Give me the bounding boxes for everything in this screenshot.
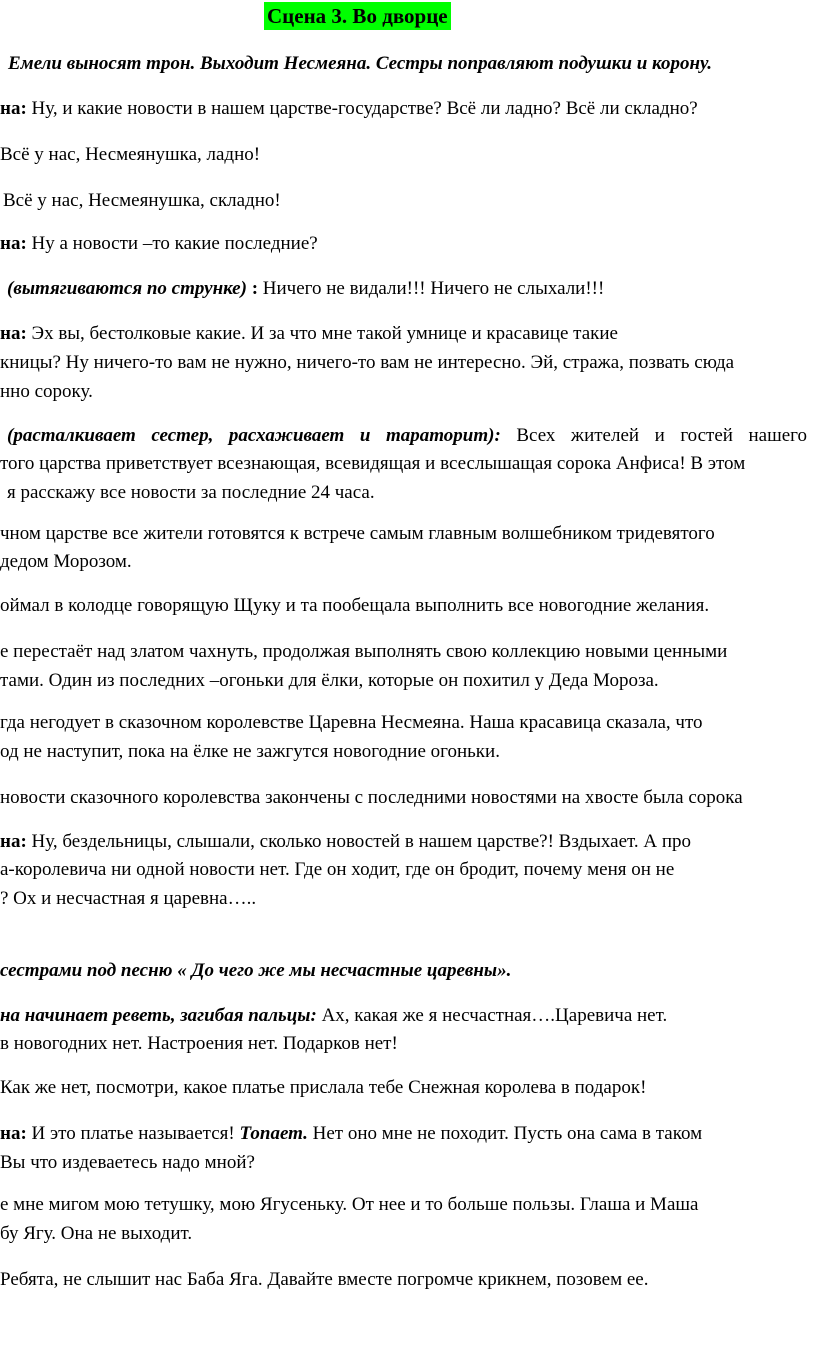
dialogue-text: Ну а новости –то какие последние? bbox=[26, 233, 318, 254]
speaker-label: на: bbox=[0, 323, 27, 344]
stage-direction: Емели выносят трон. Выходит Несмеяна. Сестры поправляют подушки и корону. bbox=[8, 53, 712, 74]
paragraph-11-line-1: гда негодует в сказочном королевстве Царевна Несмеяна. Наша красавица сказала, что bbox=[0, 712, 703, 733]
dialogue-text: Всех жителей и гостей нашего bbox=[500, 425, 807, 446]
paragraph-15-line-2: в новогодних нет. Настроения нет. Подарков нет! bbox=[0, 1033, 398, 1054]
dialogue-text: Ну, и какие новости в нашем царстве-государстве? Всё ли ладно? Всё ли складно? bbox=[26, 98, 698, 119]
dialogue-text: Нет оно мне не походит. Пусть она сама в таком bbox=[307, 1123, 703, 1144]
paragraph-14: сестрами под песню « До чего же мы несчастные царевны». bbox=[0, 960, 512, 981]
paragraph-7-line-1 bbox=[7, 424, 807, 448]
paragraph-16: Как же нет, посмотри, какое платье прислала тебе Снежная королева в подарок! bbox=[0, 1077, 647, 1098]
stage-direction: Топает. bbox=[239, 1123, 308, 1144]
paragraph-6-line-2: кницы? Ну ничего-то вам не нужно, ничего-то вам не интересно. Эй, стража, позвать сюда bbox=[0, 352, 735, 373]
dialogue-text: Ничего не видали!!! Ничего не слыхали!!! bbox=[258, 278, 605, 299]
dialogue-text: Ах, какая же я несчастная….Царевича нет. bbox=[316, 1005, 668, 1026]
paragraph-7-line-3: я расскажу все новости за последние 24 часа. bbox=[7, 482, 375, 503]
paragraph-18-line-2: бу Ягу. Она не выходит. bbox=[0, 1223, 193, 1244]
paragraph-7-line-2: того царства приветствует всезнающая, всевидящая и всеслышащая сорока Анфиса! В этом bbox=[0, 453, 746, 474]
paragraph-17-line-2: Вы что издеваетесь надо мной? bbox=[0, 1152, 255, 1173]
speaker-label: на: bbox=[0, 1123, 27, 1144]
speaker-colon: : bbox=[246, 278, 259, 299]
paragraph-10-line-2: тами. Один из последних –огоньки для ёлки, которые он похитил у Деда Мороза. bbox=[0, 670, 659, 691]
paragraph-19: Ребята, не слышит нас Баба Яга. Давайте вместе погромче крикнем, позовем ее. bbox=[0, 1269, 649, 1290]
paragraph-13-line-1 bbox=[0, 830, 691, 854]
paragraph-12: новости сказочного королевства закончены с последними новостями на хвосте была сорока bbox=[0, 787, 743, 808]
paragraph-15-line-1 bbox=[0, 1004, 667, 1028]
dialogue-text: И это платье называется! bbox=[26, 1123, 240, 1144]
paragraph-13-line-3: ? Ох и несчастная я царевна….. bbox=[0, 888, 257, 909]
paragraph-6-line-3: нно сороку. bbox=[0, 381, 93, 402]
dialogue-text: Ну, бездельницы, слышали, сколько новостей в нашем царстве?! Вздыхает. А про bbox=[26, 831, 692, 852]
paragraph-13-line-2: а-королевича ни одной новости нет. Где он ходит, где он бродит, почему меня он не bbox=[0, 859, 675, 880]
paragraph-3: Всё у нас, Несмеянушка, складно! bbox=[3, 190, 281, 211]
dialogue-text: Эх вы, бестолковые какие. И за что мне такой умнице и красавице такие bbox=[26, 323, 618, 344]
paragraph-2: Всё у нас, Несмеянушка, ладно! bbox=[0, 144, 261, 165]
paragraph-17-line-1 bbox=[0, 1122, 702, 1146]
paragraph-6-line-1 bbox=[0, 322, 618, 346]
speaker-label: на: bbox=[0, 98, 27, 119]
paragraph-10-line-1: е перестаёт над златом чахнуть, продолжая выполнять свою коллекцию новыми ценными bbox=[0, 641, 728, 662]
stage-direction: (вытягиваются по струнке) bbox=[7, 278, 247, 299]
paragraph-1 bbox=[0, 97, 698, 121]
speaker-label: на: bbox=[0, 831, 27, 852]
paragraph-11-line-2: од не наступит, пока на ёлке не зажгутся новогодние огоньки. bbox=[0, 741, 500, 762]
paragraph-5 bbox=[7, 277, 604, 301]
scene-title: Сцена 3. Во дворце bbox=[264, 2, 451, 30]
paragraph-8-line-1: чном царстве все жители готовятся к встрече самым главным волшебником тридевятого bbox=[0, 523, 715, 544]
paragraph-18-line-1: е мне мигом мою тетушку, мою Ягусеньку. От нее и то больше пользы. Глаша и Маша bbox=[0, 1194, 699, 1215]
speaker-label: на: bbox=[0, 233, 27, 254]
stage-direction: на начинает реветь, загибая пальцы: bbox=[0, 1005, 317, 1026]
stage-direction: (расталкивает сестер, расхаживает и тараторит): bbox=[7, 425, 501, 446]
paragraph-9: оймал в колодце говорящую Щуку и та пообещала выполнить все новогодние желания. bbox=[0, 595, 710, 616]
paragraph-4 bbox=[0, 232, 318, 256]
paragraph-8-line-2: дедом Морозом. bbox=[0, 551, 132, 572]
